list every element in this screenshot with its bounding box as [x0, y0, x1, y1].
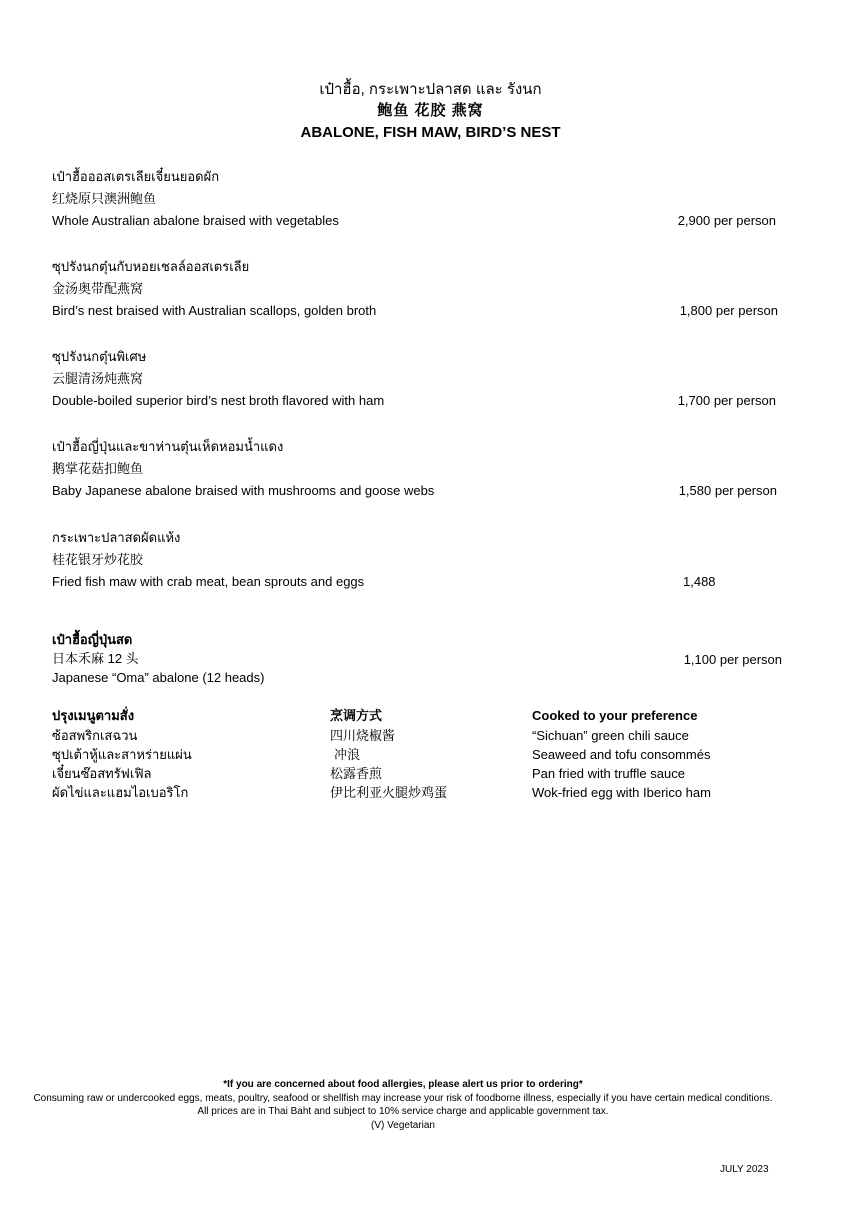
item-thai-name: เป๋าฮื้อญี่ปุ่นและขาห่านตุ๋นเห็ดหอมน้ำแดง [52, 439, 284, 454]
page-header [0, 80, 861, 144]
header-chinese-title: 鲍鱼 花胶 燕窝 [377, 102, 484, 119]
item-english-name: Bird’s nest braised with Australian scallops, golden broth [52, 303, 377, 318]
menu-item [52, 527, 792, 593]
preference-english: “Sichuan” green chili sauce [532, 728, 689, 743]
preference-header-english: Cooked to your preference [532, 708, 698, 723]
item-english-name: Whole Australian abalone braised with vegetables [52, 213, 339, 228]
item-chinese-name: 桂花银牙炒花胶 [52, 552, 144, 567]
preference-row [52, 764, 792, 783]
allergy-notice: *If you are concerned about food allergies, please alert us prior to ordering* [223, 1079, 583, 1090]
preference-header-thai: ปรุงเมนูตามสั่ง [52, 708, 135, 723]
preference-row [52, 726, 792, 745]
item-price: 1,580 per person [678, 483, 777, 498]
header-english-title: ABALONE, FISH MAW, BIRD’S NEST [300, 124, 561, 141]
item-price: 1,700 per person [677, 393, 776, 408]
preference-english: Wok-fried egg with Iberico ham [532, 785, 711, 800]
item-english-name: Japanese “Oma” abalone (12 heads) [52, 670, 265, 685]
menu-item [52, 256, 792, 322]
item-thai-name: ซุปรังนกตุ๋นพิเศษ [52, 349, 147, 364]
preference-chinese: 松露香煎 [330, 766, 383, 781]
menu-item [52, 630, 792, 687]
item-price: 2,900 per person [677, 213, 776, 228]
preference-thai: ผัดไข่และแฮมไอเบอริโก [52, 785, 189, 800]
preference-row [52, 783, 792, 802]
preference-chinese: 冲浪 [334, 747, 361, 762]
item-thai-name: เป๋าฮื้อออสเตรเลียเจี๋ยนยอดผัก [52, 169, 220, 184]
item-english-name: Baby Japanese abalone braised with mushrooms and goose webs [52, 483, 435, 498]
preference-thai: เจี๋ยนซ๊อสทรัฟเฟิล [52, 766, 152, 781]
preference-chinese: 伊比利亚火腿炒鸡蛋 [330, 785, 448, 800]
item-english-name: Fried fish maw with crab meat, bean sprouts and eggs [52, 574, 365, 589]
preference-chinese: 四川烧椒酱 [330, 728, 396, 743]
item-price: 1,488 [683, 574, 716, 589]
item-thai-name: ซุปรังนกตุ๋นกับหอยเชลล์ออสเตรเลีย [52, 259, 250, 274]
vegetarian-legend: (V) Vegetarian [371, 1119, 435, 1131]
item-chinese-name: 红烧原只澳洲鲍鱼 [52, 191, 157, 206]
item-price: 1,800 per person [679, 303, 778, 318]
menu-date: JULY 2023 [720, 1164, 769, 1175]
preference-thai: ซุปเต้าหู้และสาหร่ายแผ่น [52, 747, 192, 762]
preference-thai: ซ้อสพริกเสฉวน [52, 728, 138, 743]
preference-english: Pan fried with truffle sauce [532, 766, 685, 781]
item-chinese-name: 日本禾麻 12 头 [52, 651, 139, 666]
item-price: 1,100 per person [683, 652, 782, 667]
preference-english: Seaweed and tofu consommés [532, 747, 711, 762]
preference-header-row [52, 706, 792, 726]
menu-item [52, 436, 792, 502]
item-chinese-name: 金汤奥带配燕窝 [52, 281, 144, 296]
preference-section [52, 706, 792, 802]
header-thai-title: เป๋าฮื้อ, กระเพาะปลาสด และ รังนก [319, 81, 542, 98]
item-thai-name: กระเพาะปลาสดผัดแห้ง [52, 530, 181, 545]
consumption-warning: Consuming raw or undercooked eggs, meats, poultry, seafood or shellfish may increase your risk of foodborne illness, especially if you have certain medical conditions. [33, 1092, 773, 1104]
item-english-name: Double-boiled superior bird’s nest broth flavored with ham [52, 393, 385, 408]
preference-header-chinese: 烹调方式 [330, 708, 383, 723]
price-notice: All prices are in Thai Baht and subject to 10% service charge and applicable government tax. [197, 1106, 609, 1117]
footer-notes [0, 1078, 806, 1132]
preference-row [52, 745, 792, 764]
item-chinese-name: 鹅掌花菇扣鲍鱼 [52, 461, 144, 476]
menu-item [52, 166, 792, 232]
item-thai-name: เป๋าฮื้อญี่ปุ่นสด [52, 632, 133, 647]
item-chinese-name: 云腿清汤炖燕窝 [52, 371, 144, 386]
menu-item [52, 346, 792, 412]
